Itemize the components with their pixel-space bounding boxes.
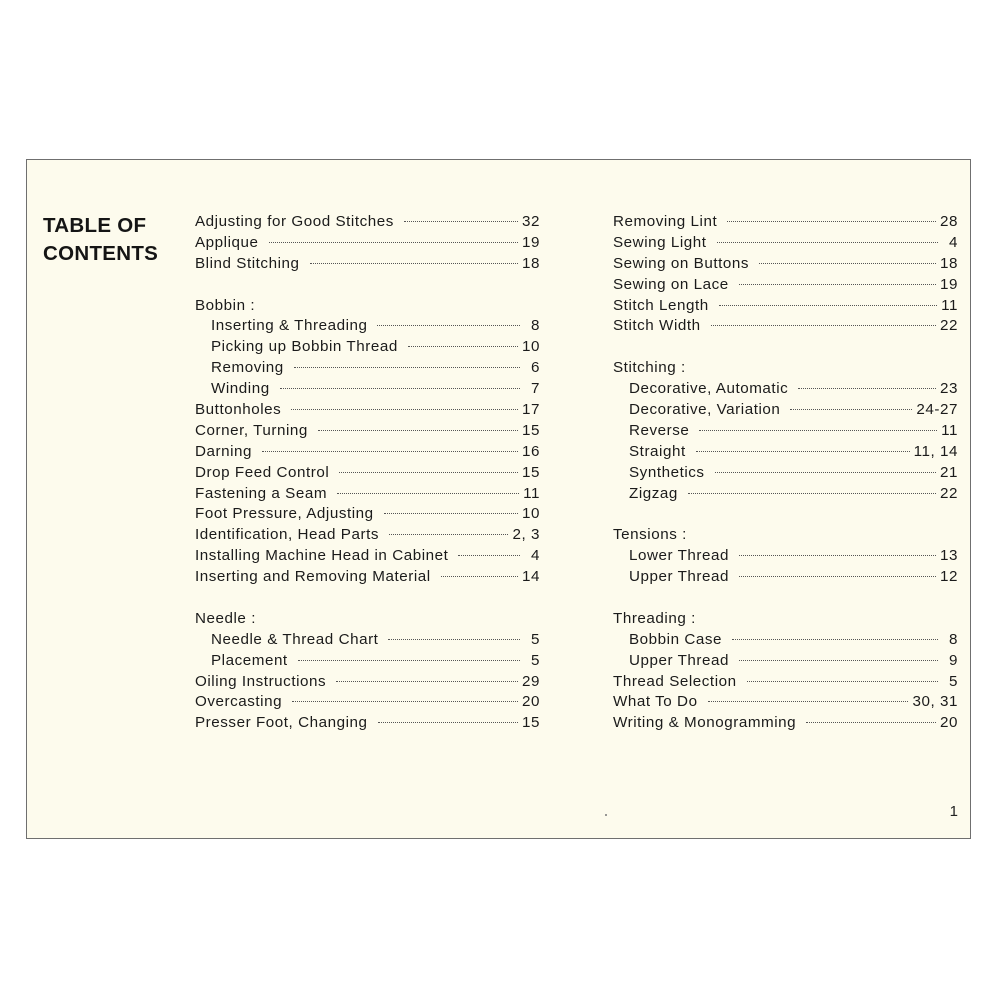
dot-leader [441, 576, 518, 577]
toc-entry-label: Blind Stitching [195, 254, 300, 272]
dot-leader [339, 472, 518, 473]
toc-entry-label: Reverse [629, 421, 690, 439]
toc-entry-label: Synthetics [629, 463, 705, 481]
toc-entry-label: Inserting & Threading [211, 317, 368, 335]
toc-entry-label: Tensions : [613, 526, 687, 544]
toc-page-number: 19 [940, 275, 958, 293]
dot-leader [790, 409, 912, 410]
toc-page-number: 19 [522, 233, 540, 251]
toc-subentry [613, 379, 958, 400]
toc-page-number: 4 [531, 547, 540, 565]
toc-page-number: 29 [522, 672, 540, 690]
toc-page-number: 8 [949, 630, 958, 648]
dot-leader [739, 555, 936, 556]
dot-leader [798, 388, 936, 389]
dot-leader [291, 409, 518, 410]
toc-page-number: 9 [949, 651, 958, 669]
dot-leader [269, 242, 518, 243]
toc-subentry [613, 567, 958, 588]
toc-entry-label: Winding [211, 380, 270, 398]
toc-page-number: 12 [940, 568, 958, 586]
toc-entry-label: Installing Machine Head in Cabinet [195, 547, 449, 565]
dot-leader [280, 388, 520, 389]
toc-page-number: 15 [522, 463, 540, 481]
toc-entry [613, 713, 958, 734]
toc-entry-label: Adjusting for Good Stitches [195, 213, 394, 230]
toc-page-number: 28 [940, 213, 958, 230]
toc-subentry [613, 484, 958, 505]
toc-spacer [195, 275, 540, 296]
toc-spacer [613, 504, 958, 525]
toc-entry-label: Decorative, Variation [629, 401, 781, 419]
toc-entry-label: Removing Lint [613, 213, 718, 230]
toc-subentry [195, 337, 540, 358]
toc-page-number: 10 [522, 505, 540, 523]
toc-entry-label: Picking up Bobbin Thread [211, 338, 398, 356]
dot-leader [688, 493, 936, 494]
dot-leader [739, 660, 938, 661]
toc-entry [195, 233, 540, 254]
toc-entry-label: Drop Feed Control [195, 463, 330, 481]
toc-entry [195, 713, 540, 734]
toc-entry-label: Identification, Head Parts [195, 526, 379, 544]
toc-entry-label: Overcasting [195, 693, 283, 711]
dot-leader [408, 346, 518, 347]
toc-section-heading [195, 609, 540, 630]
dot-leader [377, 325, 520, 326]
toc-subentry [613, 421, 958, 442]
toc-page-number: 30, 31 [912, 693, 958, 711]
toc-entry-label: Removing [211, 359, 284, 377]
toc-entry [195, 484, 540, 505]
dot-leader [318, 430, 518, 431]
toc-entry-label: Bobbin : [195, 296, 256, 314]
toc-entry [195, 463, 540, 484]
toc-left-column [195, 212, 540, 734]
toc-entry-label: Threading : [613, 609, 696, 627]
toc-entry-label: Foot Pressure, Adjusting [195, 505, 374, 523]
dot-leader [404, 221, 518, 222]
toc-page-number: 23 [940, 380, 958, 398]
dot-leader [378, 722, 519, 723]
toc-entry-label: Upper Thread [629, 568, 730, 586]
toc-subentry [613, 630, 958, 651]
toc-entry-label: Stitch Width [613, 317, 701, 335]
toc-page-number: 22 [940, 317, 958, 335]
toc-page-number: 7 [531, 380, 540, 398]
toc-page-number: 17 [522, 401, 540, 419]
toc-subentry [613, 442, 958, 463]
toc-entry-label: Applique [195, 233, 259, 251]
dot-leader [294, 367, 520, 368]
toc-page-number: 6 [531, 359, 540, 377]
toc-entry-label: What To Do [613, 693, 698, 711]
toc-section-heading [195, 296, 540, 317]
toc-entry-label: Zigzag [629, 484, 678, 502]
dot-leader [336, 681, 518, 682]
toc-entry-label: Needle & Thread Chart [211, 630, 379, 648]
toc-entry [195, 546, 540, 567]
toc-entry [195, 421, 540, 442]
toc-entry-label: Decorative, Automatic [629, 380, 789, 398]
toc-entry [195, 525, 540, 546]
toc-page-number: 21 [940, 463, 958, 481]
toc-entry-label: Lower Thread [629, 547, 730, 565]
toc-page-number: 22 [940, 484, 958, 502]
toc-right-column [613, 212, 958, 734]
toc-spacer [613, 337, 958, 358]
toc-entry-label: Sewing on Lace [613, 275, 729, 293]
toc-page-number: 11 [523, 484, 540, 502]
toc-entry-label: Fastening a Seam [195, 484, 328, 502]
toc-subentry [195, 316, 540, 337]
toc-page-number: 11 [941, 421, 958, 439]
title-line-2: CONTENTS [43, 242, 159, 265]
toc-entry-label: Sewing Light [613, 233, 707, 251]
dot-leader [310, 263, 519, 264]
toc-entry-label: Stitching : [613, 359, 686, 377]
dot-leader [739, 576, 936, 577]
toc-page-number: 20 [940, 714, 958, 732]
dot-leader [732, 639, 938, 640]
toc-entry [613, 296, 958, 317]
toc-page-number: 5 [531, 630, 540, 648]
toc-page-number: 5 [531, 651, 540, 669]
toc-entry-label: Upper Thread [629, 651, 730, 669]
toc-entry-label: Stitch Length [613, 296, 709, 314]
toc-entry-label: Thread Selection [613, 672, 737, 690]
toc-entry [613, 692, 958, 713]
dot-leader [699, 430, 937, 431]
toc-page-number: 8 [531, 317, 540, 335]
toc-page-number: 4 [949, 233, 958, 251]
toc-page-number: 14 [522, 568, 540, 586]
dot-leader [298, 660, 520, 661]
toc-entry-label: Bobbin Case [629, 630, 723, 648]
toc-entry-label: Inserting and Removing Material [195, 568, 431, 586]
toc-subentry [195, 630, 540, 651]
dot-leader [337, 493, 519, 494]
toc-entry-label: Needle : [195, 609, 256, 627]
toc-subentry [613, 651, 958, 672]
dot-leader [292, 701, 518, 702]
toc-entry [195, 692, 540, 713]
toc-entry [195, 212, 540, 233]
toc-page-number: 16 [522, 442, 540, 460]
toc-page-number: 24-27 [916, 401, 958, 419]
toc-section-heading [613, 358, 958, 379]
toc-entry [613, 316, 958, 337]
toc-entry [195, 504, 540, 525]
toc-entry [195, 672, 540, 693]
dot-leader [388, 639, 520, 640]
dot-leader [727, 221, 936, 222]
dot-leader [262, 451, 518, 452]
dot-leader [719, 305, 937, 306]
toc-page-number: 18 [522, 254, 540, 272]
toc-spacer [613, 588, 958, 609]
dot-leader [696, 451, 910, 452]
toc-entry-label: Oiling Instructions [195, 672, 327, 690]
toc-page-number: 11, 14 [913, 442, 958, 460]
page-number: 1 [949, 803, 958, 820]
toc-section-heading [613, 609, 958, 630]
toc-spacer [195, 588, 540, 609]
toc-entry [613, 254, 958, 275]
dot-leader [759, 263, 936, 264]
toc-page-number: 15 [522, 714, 540, 732]
toc-entry [195, 254, 540, 275]
toc-entry-label: Buttonholes [195, 401, 282, 419]
dot-leader [717, 242, 938, 243]
manual-page [26, 159, 971, 839]
toc-page-number: 18 [940, 254, 958, 272]
toc-entry [613, 233, 958, 254]
toc-page-number: 2, 3 [512, 526, 540, 544]
toc-subentry [195, 358, 540, 379]
toc-entry [613, 212, 958, 233]
dot-leader [806, 722, 936, 723]
toc-subentry [195, 379, 540, 400]
toc-entry-label: Sewing on Buttons [613, 254, 749, 272]
toc-entry [195, 567, 540, 588]
dot-leader [711, 325, 936, 326]
toc-page-number: 13 [940, 547, 958, 565]
toc-section-heading [613, 525, 958, 546]
toc-page-number: 11 [941, 296, 958, 314]
toc-page-number: 10 [522, 338, 540, 356]
dot-leader [458, 555, 520, 556]
toc-entry-label: Corner, Turning [195, 421, 308, 439]
toc-entry-label: Placement [211, 651, 288, 669]
toc-subentry [613, 546, 958, 567]
toc-page-number: 20 [522, 693, 540, 711]
dot-leader [708, 701, 909, 702]
dot-leader [739, 284, 936, 285]
toc-page-number: 32 [522, 213, 540, 230]
dot-leader [384, 513, 518, 514]
page-title [43, 212, 158, 268]
dot-leader [747, 681, 938, 682]
toc-entry [195, 400, 540, 421]
toc-entry [613, 275, 958, 296]
toc-entry-label: Straight [629, 442, 686, 460]
toc-entry-label: Presser Foot, Changing [195, 714, 368, 732]
paper-speck [605, 814, 607, 816]
toc-subentry [613, 463, 958, 484]
toc-entry [613, 672, 958, 693]
toc-subentry [613, 400, 958, 421]
toc-entry-label: Darning [195, 442, 253, 460]
dot-leader [389, 534, 508, 535]
dot-leader [715, 472, 936, 473]
title-line-1: TABLE OF [43, 214, 147, 237]
toc-entry-label: Writing & Monogramming [613, 714, 797, 732]
toc-page-number: 15 [522, 421, 540, 439]
toc-subentry [195, 651, 540, 672]
toc-entry [195, 442, 540, 463]
toc-page-number: 5 [949, 672, 958, 690]
